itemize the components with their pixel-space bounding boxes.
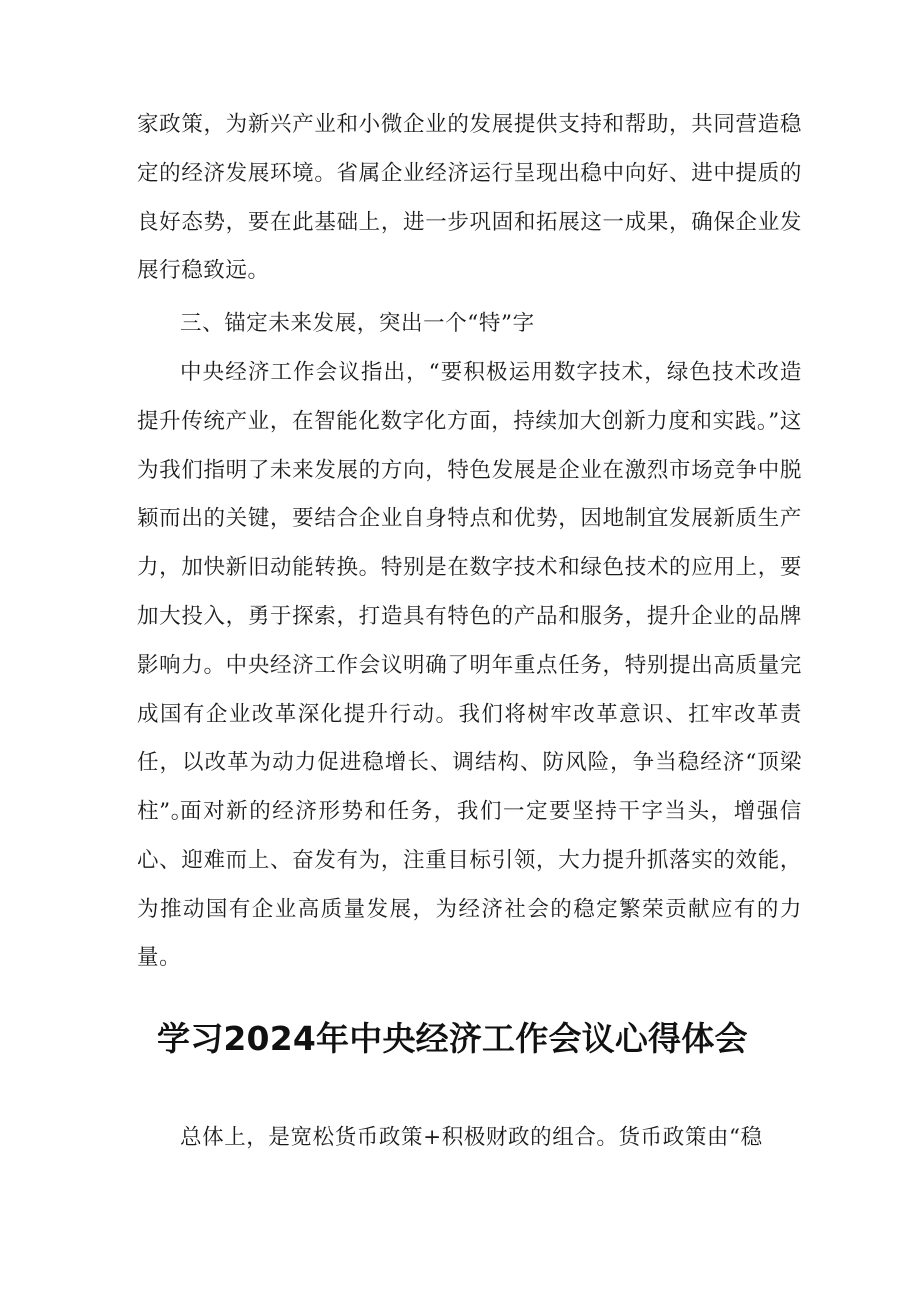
paragraph-continuation: 家政策，为新兴产业和小微企业的发展提供支持和帮助，共同营造稳定的经济发展环境。省属企业经济运行呈现出稳中向好、进中提质的良好态势，要在此基础上，进一步巩固和拓展这一成果，确保企业发展行稳致远。 <box>137 112 802 284</box>
paragraph-new-article-start: 总体上，是宽松货币政策+积极财政的组合。货币政策由“稳 <box>180 1125 763 1150</box>
paragraph-section-body: 中央经济工作会议指出，“要积极运用数字技术，绿色技术改造提升传统产业，在智能化数字化方面，持续加大创新力度和实践。”这为我们指明了未来发展的方向，特色发展是企业在激烈市场竞争中脱颖而出的关键，要结合企业自身特点和优势，因地制宜发展新质生产力，加快新旧动能转换。特别是在数字技术和绿色技术的应用上，要加大投入，勇于探索，打造具有特色的产品和服务，提升企业的品牌影响力。中央经济工作会议明确了明年重点任务，特别提出高质量完成国有企业改革深化提升行动。我们将树牢改革意识、扛牢改革责任，以改革为动力促进稳增长、调结构、防风险，争当稳经济“顶梁柱”。 <box>137 360 802 825</box>
paragraph-conclusion: 面对新的经济形势和任务，我们一定要坚持干字当头，增强信心、迎难而上、奋发有为，注重目标引领，大力提升抓落实的效能，为推动国有企业高质量发展，为经济社会的稳定繁荣贡献应有的力量。 <box>137 799 802 971</box>
document-title: 学习2024年中央经济工作会议心得体会 <box>157 1019 748 1058</box>
section-heading: 三、锚定未来发展，突出一个“特”字 <box>180 311 535 336</box>
